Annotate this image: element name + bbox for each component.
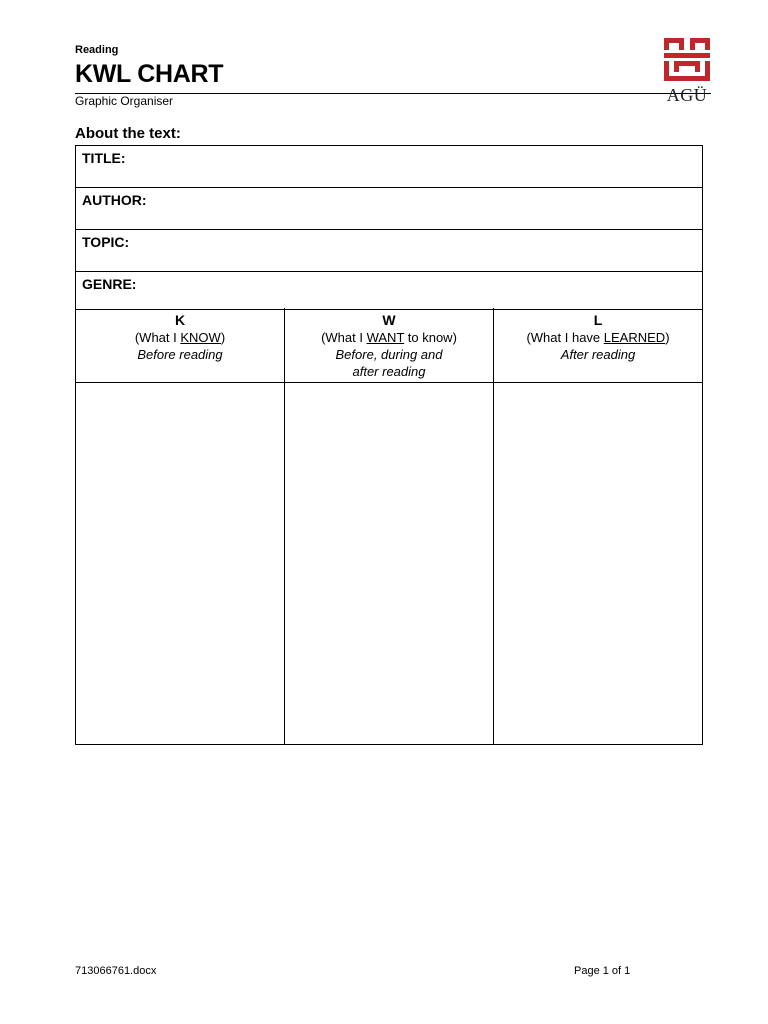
title-field[interactable] [76,146,702,188]
kwl-timing: Before reading [137,347,223,362]
author-field[interactable] [76,188,702,230]
page-title: KWL CHART [75,60,224,88]
topic-field[interactable] [76,230,702,272]
agu-logo [662,36,712,106]
kwl-answer-area-k[interactable] [76,383,284,744]
kwl-description: (What I have LEARNED) [526,330,670,345]
kwl-description: (What I KNOW) [134,330,226,345]
kwl-timing: After reading [560,347,636,362]
kwl-letter: W [382,312,396,328]
kwl-answer-area-w[interactable] [285,383,493,744]
kwl-description: (What I WANT to know) [321,330,457,345]
kwl-letter: L [593,312,603,328]
footer-filename: 713066761.docx [75,965,157,977]
about-table [75,145,703,310]
footer-page-number: Page 1 of 1 [574,965,631,977]
agu-logo-mark-icon [662,36,712,84]
title-field-label: TITLE: [82,150,126,166]
kwl-letter: K [174,312,186,328]
kwl-column-l [494,308,702,744]
author-field-label: AUTHOR: [82,192,147,208]
about-heading: About the text: [75,125,181,142]
kwl-column-w [285,308,494,744]
topic-field-label: TOPIC: [82,234,130,250]
genre-field[interactable] [76,272,702,309]
kwl-column-k [76,308,285,744]
logo-wordmark: AGÜ [666,85,708,105]
kwl-header-l [494,308,702,383]
subject-label: Reading [75,44,119,56]
genre-field-label: GENRE: [82,276,137,292]
kwl-header-w [285,308,493,383]
kwl-table [75,308,703,745]
kwl-header-k [76,308,284,383]
kwl-timing-2: after reading [352,364,426,379]
kwl-answer-area-l[interactable] [494,383,702,744]
page-subtitle: Graphic Organiser [75,94,174,108]
kwl-timing: Before, during and [335,347,443,362]
